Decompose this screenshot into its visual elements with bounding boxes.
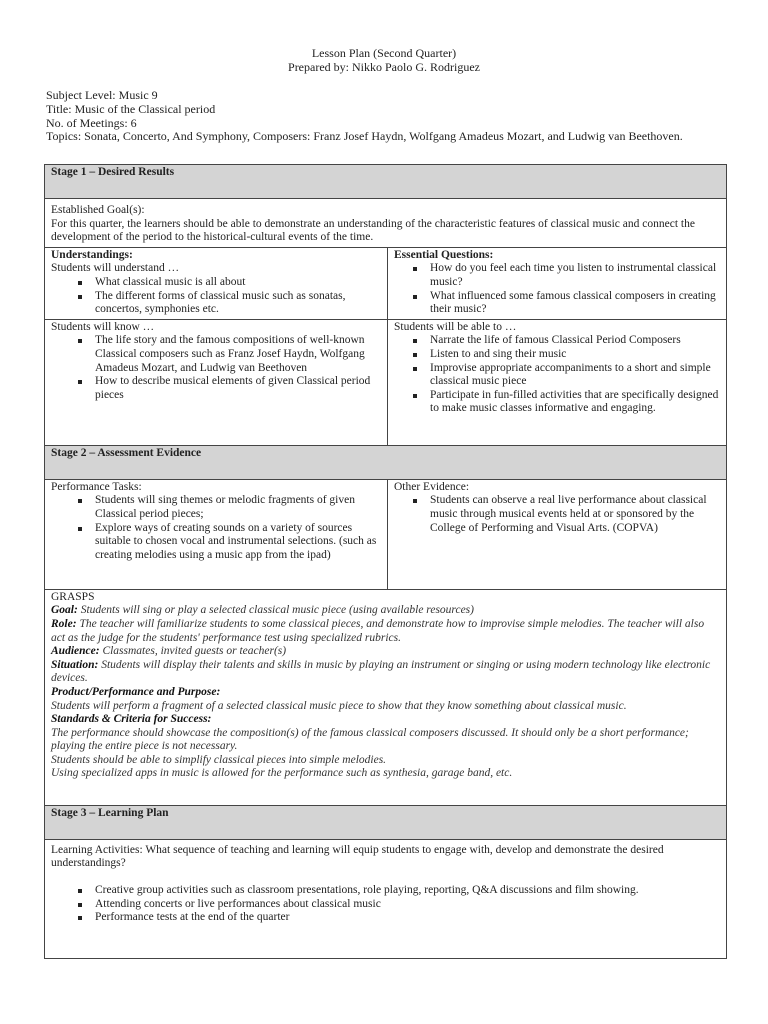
standards-text: The performance should showcase the composition(s) of the famous classical composers discussed. It should only be a short performance; playing the entire piece is not necessary. (51, 726, 689, 753)
audience-value: Classmates, invited guests or teacher(s) (99, 645, 287, 658)
list-item: Participate in fun-filled activities that are specifically designed to make music classes informative and engaging. (430, 388, 719, 415)
able-intro: Students will be able to … (394, 320, 517, 333)
subject-level: Subject Level: Music 9 (46, 88, 158, 102)
performance-tasks-label: Performance Tasks: (51, 480, 142, 493)
understandings-cell (45, 247, 388, 319)
list-item: Performance tests at the end of the quarter (95, 911, 720, 925)
established-goals (45, 199, 727, 248)
lesson-plan-table (44, 164, 727, 959)
goal-key: Goal: (51, 604, 78, 617)
understandings-intro: Students will understand … (51, 262, 180, 275)
grasps-role (51, 618, 720, 645)
performance-tasks-cell (45, 479, 388, 589)
topics: Topics: Sonata, Concerto, And Symphony, Composers: Franz Josef Haydn, Wolfgang Amadeus Mozart, and Ludwig van Beethoven. (46, 129, 683, 144)
grasps-situation (51, 659, 720, 686)
list-item: Explore ways of creating sounds on a variety of sources suitable to chosen vocal and instrumental selections. (such as creating melodies using a music app from the ipad) (95, 522, 381, 563)
performance-tasks-list (51, 494, 381, 562)
goal-text: For this quarter, the learners should be able to demonstrate an understanding of the characteristic features of classical music and connect the development of the period to the historical-cultural events of the time. (51, 217, 695, 244)
standards-text: Students should be able to simplify classical pieces into simple melodies. (51, 753, 387, 766)
list-item: Attending concerts or live performances about classical music (95, 898, 720, 912)
standards-label: Standards & Criteria for Success: (51, 713, 212, 726)
document-header (0, 46, 768, 74)
other-evidence-cell (388, 479, 727, 589)
list-item: Students can observe a real live performance about classical music through musical events held at or sponsored by the College of Performing and Visual Arts. (COPVA) (430, 494, 720, 535)
able-list (394, 334, 720, 416)
list-item: Students will sing themes or melodic fragments of given Classical period pieces; (95, 494, 381, 521)
students-will-know-cell (45, 319, 388, 445)
grasps-goal (51, 604, 720, 618)
document-title: Lesson Plan (Second Quarter) (311, 46, 457, 60)
know-list (51, 334, 381, 402)
stage3-heading: Stage 3 – Learning Plan (45, 805, 727, 839)
understandings-list (51, 276, 381, 317)
standards-text: Using specialized apps in music is allowed for the performance such as synthesia, garage band, etc. (51, 767, 513, 780)
audience-key: Audience: (51, 645, 100, 658)
list-item: How do you feel each time you listen to instrumental classical music? (430, 262, 720, 289)
learning-plan-cell (45, 839, 727, 958)
product-text: Students will perform a fragment of a selected classical music piece to show that they know something about classical music. (51, 699, 627, 712)
other-evidence-list (394, 494, 720, 535)
learning-activities-intro: Learning Activities: What sequence of teaching and learning will equip students to engage with, develop and demonstrate the desired understandings? (51, 843, 664, 870)
stage2-heading: Stage 2 – Assessment Evidence (45, 445, 727, 479)
role-value: The teacher will familiarize students to some classical pieces, and demonstrate how to improvise simple melodies. The teacher will also act as the judge for the students' performance test using specialized rubrics. (51, 617, 705, 644)
list-item: What influenced some famous classical composers in creating their music? (430, 290, 720, 317)
grasps-audience (51, 645, 720, 659)
other-evidence-label: Other Evidence: (394, 480, 470, 493)
goal-value: Students will sing or play a selected classical music piece (using available resources) (77, 604, 474, 617)
students-able-cell (388, 319, 727, 445)
know-intro: Students will know … (51, 320, 155, 333)
situation-key: Situation: (51, 658, 99, 671)
learning-activities-list (51, 884, 720, 925)
list-item: Creative group activities such as classroom presentations, role playing, reporting, Q&A discussions and film showing. (95, 884, 720, 898)
list-item: Narrate the life of famous Classical Period Composers (430, 334, 720, 348)
lesson-title: Title: Music of the Classical period (46, 101, 216, 116)
stage1-heading: Stage 1 – Desired Results (45, 165, 727, 199)
list-item: The different forms of classical music such as sonatas, concertos, symphonies etc. (95, 290, 381, 317)
list-item: Listen to and sing their music (430, 348, 720, 362)
list-item: The life story and the famous compositions of well-known Classical composers such as Franz Josef Haydn, Wolfgang Amadeus Mozart, and Ludwig van Beethoven (95, 334, 381, 375)
grasps-label: GRASPS (51, 590, 95, 603)
meetings-count: No. of Meetings: 6 (46, 115, 137, 130)
grasps-cell (45, 589, 727, 805)
goal-label: Established Goal(s): (51, 204, 145, 216)
prepared-by: Prepared by: Nikko Paolo G. Rodriguez (288, 60, 480, 74)
essential-questions-list (394, 262, 720, 316)
essential-questions-cell (388, 247, 727, 319)
list-item: Improvise appropriate accompaniments to a short and simple classical music piece (430, 362, 720, 389)
list-item: How to describe musical elements of given Classical period pieces (95, 375, 381, 402)
role-key: Role: (51, 617, 77, 630)
understandings-heading: Understandings: (51, 248, 133, 261)
product-label: Product/Performance and Purpose: (51, 685, 221, 698)
essential-questions-heading: Essential Questions: (394, 248, 494, 261)
lesson-meta (46, 89, 726, 144)
situation-value: Students will display their talents and skills in music by playing an instrument or singing or using modern technology like electronic devices. (51, 658, 711, 685)
list-item: What classical music is all about (95, 276, 381, 290)
